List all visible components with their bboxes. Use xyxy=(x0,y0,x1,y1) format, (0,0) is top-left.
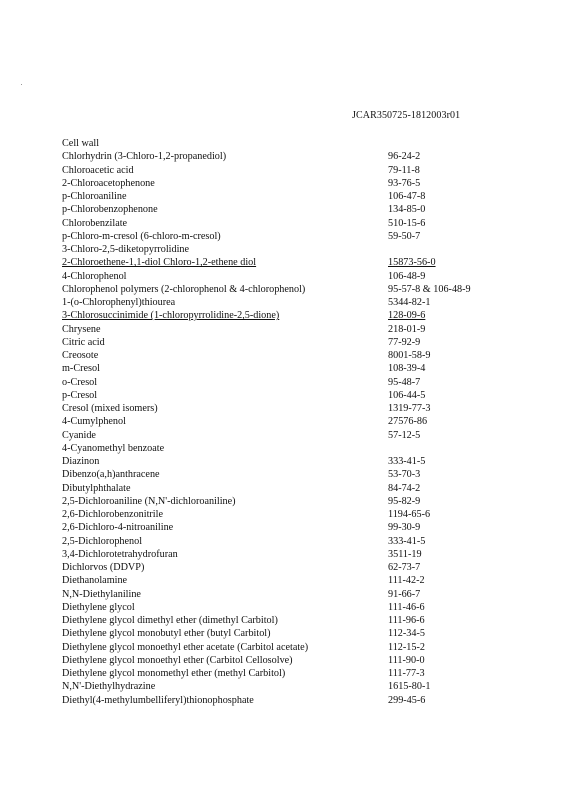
cas-number: 93-76-5 xyxy=(388,177,421,189)
cas-number: 134-85-0 xyxy=(388,204,426,216)
chemical-name: Chlorophenol polymers (2-chlorophenol & 4-chlorophenol) xyxy=(62,283,306,295)
list-item xyxy=(62,495,522,508)
chemical-name: 3,4-Dichlorotetrahydrofuran xyxy=(62,548,178,560)
list-item xyxy=(62,402,522,415)
cas-number: 299-45-6 xyxy=(388,694,426,706)
list-item xyxy=(62,376,522,389)
chemical-name: Dibenzo(a,h)anthracene xyxy=(62,469,160,481)
list-item xyxy=(62,349,522,362)
list-item xyxy=(62,614,522,627)
cas-number: 77-92-9 xyxy=(388,336,421,348)
chemical-name: 4-Cyanomethyl benzoate xyxy=(62,442,165,454)
list-item xyxy=(62,680,522,693)
list-item xyxy=(62,309,522,322)
chemical-name: m-Cresol xyxy=(62,363,100,375)
list-item xyxy=(62,561,522,574)
cas-number: 62-73-7 xyxy=(388,562,421,573)
cas-number: 99-30-9 xyxy=(388,522,421,534)
chemical-name: Chlorobenzilate xyxy=(62,217,128,229)
list-item xyxy=(62,283,522,296)
chemical-list xyxy=(62,137,522,707)
chemical-name: Cyanide xyxy=(62,429,96,441)
chemical-name: 4-Chlorophenol xyxy=(62,270,127,282)
cas-number: 111-46-6 xyxy=(388,601,425,613)
chemical-name: Dichlorvos (DDVP) xyxy=(62,562,145,573)
chemical-name: p-Chloro-m-cresol (6-chloro-m-cresol) xyxy=(62,230,221,242)
chemical-name: o-Cresol xyxy=(62,376,98,388)
chemical-name: 2-Chloroacetophenone xyxy=(62,177,155,189)
cas-number: 111-96-6 xyxy=(388,615,425,626)
list-item xyxy=(62,362,522,375)
chemical-name: Creosote xyxy=(62,350,99,361)
chemical-name: 3-Chloro-2,5-diketopyrrolidine xyxy=(62,244,190,255)
chemical-name: Diethylene glycol dimethyl ether (dimethyl Carbitol) xyxy=(62,615,278,626)
chemical-name: Diethylene glycol monoethyl ether (Carbitol Cellosolve) xyxy=(62,654,293,666)
cas-number: 128-09-6 xyxy=(388,310,426,322)
cas-number: 91-66-7 xyxy=(388,588,421,600)
cas-number: 108-39-4 xyxy=(388,363,426,375)
list-item xyxy=(62,482,522,495)
cas-number: 95-48-7 xyxy=(388,376,421,388)
cas-number: 112-34-5 xyxy=(388,628,425,640)
cas-number: 95-57-8 & 106-48-9 xyxy=(388,283,471,295)
list-item xyxy=(62,150,522,163)
cas-number: 15873-56-0 xyxy=(388,257,436,269)
chemical-name: 2,6-Dichlorobenzonitrile xyxy=(62,509,163,520)
list-item xyxy=(62,627,522,640)
chemical-name: Diethylene glycol xyxy=(62,601,135,613)
cas-number: 106-47-8 xyxy=(388,191,426,202)
chemical-name: Diethylene glycol monoethyl ether acetate (Carbitol acetate) xyxy=(62,641,309,653)
chemical-name: Chrysene xyxy=(62,323,101,335)
list-item xyxy=(62,588,522,601)
list-item xyxy=(62,256,522,269)
list-item xyxy=(62,442,522,455)
list-item xyxy=(62,641,522,654)
cas-number: 57-12-5 xyxy=(388,429,421,441)
list-item xyxy=(62,508,522,521)
list-item xyxy=(62,694,522,707)
chemical-name: Chloroacetic acid xyxy=(62,164,134,176)
chemical-name: Cresol (mixed isomers) xyxy=(62,403,158,414)
list-item xyxy=(62,270,522,283)
cas-number: 333-41-5 xyxy=(388,456,426,467)
list-item xyxy=(62,217,522,230)
cas-number: 1319-77-3 xyxy=(388,403,431,414)
cas-number: 53-70-3 xyxy=(388,469,421,481)
list-item xyxy=(62,190,522,203)
cas-number: 112-15-2 xyxy=(388,641,425,653)
list-item xyxy=(62,548,522,561)
list-item xyxy=(62,243,522,256)
cas-number: 79-11-8 xyxy=(388,164,420,176)
chemical-name: 1-(o-Chlorophenyl)thiourea xyxy=(62,297,176,308)
cas-number: 111-90-0 xyxy=(388,654,425,666)
chemical-name: 3-Chlorosuccinimide (1-chloropyrrolidine-2,5-dione) xyxy=(62,310,280,322)
cas-number: 333-41-5 xyxy=(388,535,426,547)
list-item xyxy=(62,654,522,667)
chemical-name: 4-Cumylphenol xyxy=(62,416,126,428)
cas-number: 218-01-9 xyxy=(388,323,426,335)
list-item xyxy=(62,230,522,243)
chemical-name: Diethylene glycol monobutyl ether (butyl Carbitol) xyxy=(62,628,271,640)
cas-number: 106-44-5 xyxy=(388,389,426,401)
cas-number: 3511-19 xyxy=(388,548,422,560)
chemical-name: Diethanolamine xyxy=(62,575,128,587)
cas-number: 96-24-2 xyxy=(388,151,421,163)
cas-number: 106-48-9 xyxy=(388,270,426,282)
list-item xyxy=(62,389,522,402)
chemical-name: p-Cresol xyxy=(62,389,98,401)
list-item xyxy=(62,455,522,468)
cas-number: 1194-65-6 xyxy=(388,509,431,520)
chemical-name: 2,6-Dichloro-4-nitroaniline xyxy=(62,522,174,534)
chemical-name: N,N'-Diethylhydrazine xyxy=(62,681,156,693)
cas-number: 1615-80-1 xyxy=(388,681,431,693)
chemical-name: Diethyl(4-methylumbelliferyl)thionophosphate xyxy=(62,694,254,706)
cas-number: 27576-86 xyxy=(388,416,428,428)
cas-number: 111-77-3 xyxy=(388,668,425,679)
cas-number: 59-50-7 xyxy=(388,230,421,242)
chemical-name: 2,5-Dichlorophenol xyxy=(62,535,143,547)
list-item xyxy=(62,574,522,587)
chemical-name: 2-Chloroethene-1,1-diol Chloro-1,2-ethene diol xyxy=(62,257,257,269)
list-item xyxy=(62,203,522,216)
scan-speck xyxy=(21,84,22,85)
list-item xyxy=(62,137,522,150)
list-item xyxy=(62,429,522,442)
chemical-name: Cell wall xyxy=(62,138,100,149)
chemical-name: p-Chloroaniline xyxy=(62,191,127,202)
list-item xyxy=(62,415,522,428)
cas-number: 84-74-2 xyxy=(388,482,421,494)
chemical-name: N,N-Diethylaniline xyxy=(62,588,141,600)
list-item xyxy=(62,296,522,309)
list-item xyxy=(62,521,522,534)
cas-number: 95-82-9 xyxy=(388,495,421,507)
list-item xyxy=(62,601,522,614)
chemical-name: Citric acid xyxy=(62,336,105,348)
chemical-name: 2,5-Dichloroaniline (N,N'-dichloroaniline) xyxy=(62,495,236,507)
list-item xyxy=(62,164,522,177)
list-item xyxy=(62,323,522,336)
chemical-name: Diethylene glycol monomethyl ether (methyl Carbitol) xyxy=(62,668,286,679)
cas-number: 8001-58-9 xyxy=(388,350,431,361)
list-item xyxy=(62,177,522,190)
chemical-name: Chlorhydrin (3-Chloro-1,2-propanediol) xyxy=(62,151,227,163)
cas-number: 5344-82-1 xyxy=(388,297,431,308)
document-id: JCAR350725-1812003r01 xyxy=(352,110,461,121)
chemical-name: p-Chlorobenzophenone xyxy=(62,204,158,216)
list-item xyxy=(62,667,522,680)
list-item xyxy=(62,535,522,548)
cas-number: 510-15-6 xyxy=(388,217,426,229)
chemical-name: Diazinon xyxy=(62,456,100,467)
cas-number: 111-42-2 xyxy=(388,575,425,587)
list-item xyxy=(62,468,522,481)
chemical-name: Dibutylphthalate xyxy=(62,482,131,494)
list-item xyxy=(62,336,522,349)
